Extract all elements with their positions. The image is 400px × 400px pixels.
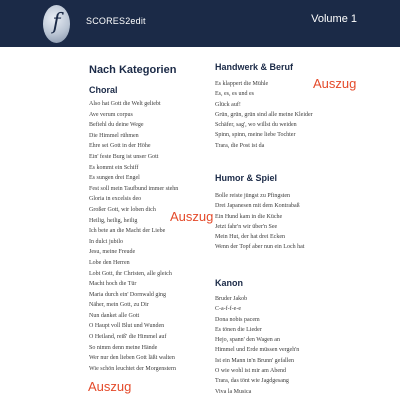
list-item: Es tönen die Lieder [215, 326, 262, 333]
list-item: Lobt Gott, ihr Christen, alle gleich [89, 270, 172, 277]
page-title: Nach Kategorien [89, 64, 177, 76]
list-item: Nun danket alle Gott [89, 312, 140, 319]
list-item: Maria durch ein' Dornwald ging [89, 291, 167, 298]
list-item: O wie wohl ist mir am Abend [215, 368, 286, 375]
volume-label: Volume 1 [311, 13, 357, 25]
list-item: Hejo, spann' den Wagen an [215, 337, 280, 344]
brand-name: SCORES2edit [86, 16, 146, 26]
f-logo-icon [43, 5, 70, 43]
list-item: Es, es, es und es [215, 91, 254, 98]
list-item: Dona nobis pacem [215, 316, 260, 323]
list-item: Bolle reiste jüngst zu Pfingsten [215, 193, 290, 199]
list-item: O Heiland, reiß' die Himmel auf [89, 334, 167, 341]
list-item: Schäfer, sag', wo willst du weiden [215, 122, 297, 129]
list-item: In dulci jubilo [89, 238, 123, 245]
list-item: Wer nur den lieben Gott läßt walten [89, 355, 175, 362]
list-item: Wenn der Topf aber nun ein Loch hat [215, 244, 305, 251]
list-item: Gloria in excelsis deo [89, 196, 142, 203]
list-item: Es sungen drei Engel [89, 175, 140, 182]
list-item: Viva la Musica [215, 388, 252, 395]
list-item: Himmel und Erde müssen vergeh'n [215, 347, 300, 354]
section-heading-choral: Choral [89, 85, 118, 95]
kanon-list [215, 294, 340, 397]
auszug-watermark: Auszug [170, 209, 214, 224]
logo-letter: f [52, 10, 61, 35]
list-item: Grün, grün, grün sind alle meine Kleider [215, 111, 313, 118]
list-item: Die Himmel rühmen [89, 132, 139, 139]
choral-list [89, 99, 189, 374]
list-item: Macht hoch die Tür [89, 281, 137, 288]
list-item: Wie schön leuchtet der Morgenstern [89, 365, 176, 372]
list-item: Ave verum corpus [89, 111, 133, 118]
list-item: Großer Gott, wir loben dich [89, 206, 156, 213]
list-item: Ehre sei Gott in der Höhe [89, 143, 151, 150]
list-item: Fest soll mein Taufbund immer stehn [89, 185, 179, 192]
list-item: Trara, das tönt wie Jagdgesang [215, 378, 289, 385]
section-heading-handwerk-beruf: Handwerk & Beruf [215, 62, 294, 72]
auszug-watermark: Auszug [313, 76, 357, 91]
list-item: Spinn, spinn, meine liebe Tochter [215, 132, 296, 139]
list-item: Heilig, heilig, heilig [89, 217, 138, 224]
list-item: Ein' feste Burg ist unser Gott [89, 153, 159, 160]
list-item: Es kommt ein Schiff [89, 164, 139, 171]
list-item: Bruder Jakob [215, 296, 248, 302]
list-item: Also hat Gott die Welt geliebt [89, 101, 161, 107]
list-item: Ein Hund kam in die Küche [215, 213, 283, 220]
list-item: C-a-f-f-e-e [215, 306, 241, 313]
list-item: Trara, die Post ist da [215, 142, 265, 149]
auszug-watermark: Auszug [88, 379, 132, 394]
section-heading-humor-spiel: Humor & Spiel [215, 173, 278, 183]
humor-list [215, 191, 340, 253]
list-item: Jesu, meine Freude [89, 249, 136, 256]
header-bar [0, 0, 400, 47]
list-item: Glück auf! [215, 101, 241, 108]
list-item: Es klappert die Mühle [215, 81, 269, 87]
list-item: Mein Hut, der hat drei Ecken [215, 234, 285, 241]
list-item: Ich bete an die Macht der Liebe [89, 228, 166, 235]
list-item: O Haupt voll Blut und Wunden [89, 323, 165, 330]
list-item: Lobe den Herren [89, 259, 130, 266]
list-item: Drei Japanesen mit dem Kontrabaß [215, 203, 300, 210]
list-item: So nimm denn meine Hände [89, 344, 158, 351]
section-heading-kanon: Kanon [215, 278, 243, 288]
list-item: Näher, mein Gott, zu Dir [89, 302, 149, 309]
list-item: Ist ein Mann in'n Brunn' gefallen [215, 357, 294, 364]
list-item: Jetzt fahr'n wir über'n See [215, 223, 278, 230]
list-item: Befiehl du deine Wege [89, 122, 144, 129]
